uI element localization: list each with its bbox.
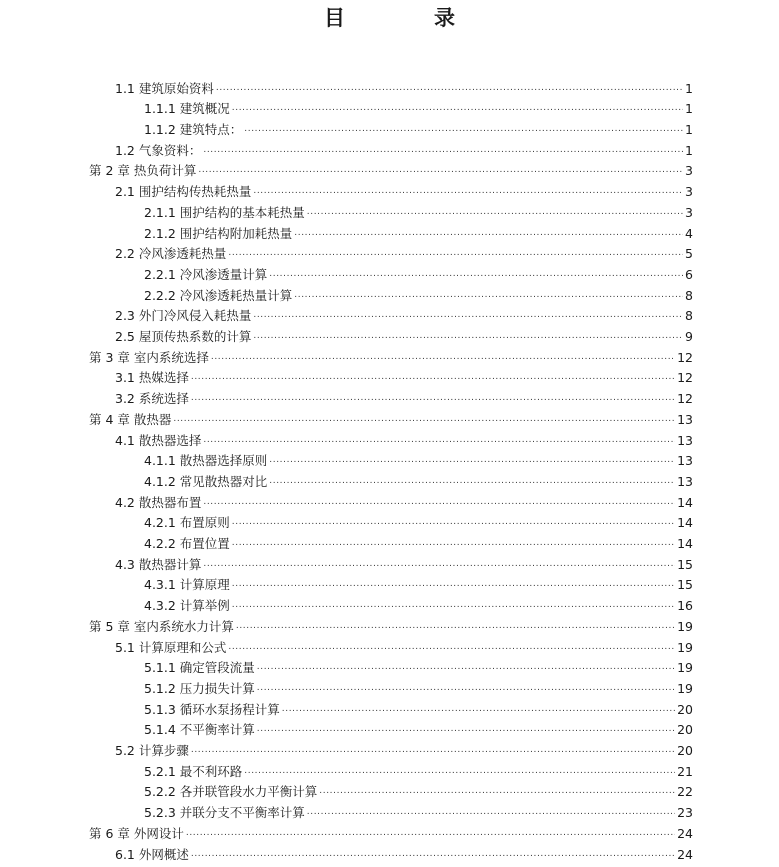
toc-entry-page-number: 14 [677, 536, 693, 552]
dot-leader [173, 413, 675, 425]
toc-entry-label: 第 3 章 室内系统选择 [89, 349, 209, 365]
dot-leader [294, 289, 683, 301]
toc-entry-label: 4.1.2 常见散热器对比 [144, 473, 268, 489]
toc-entry-label: 3.1 热媒选择 [115, 370, 189, 386]
toc-entry-page-number: 12 [677, 391, 693, 407]
toc-entry-page-number: 1 [685, 80, 693, 96]
toc-entry[interactable] [144, 696, 693, 717]
toc-entry[interactable] [115, 365, 693, 386]
toc-entry-page-number: 21 [677, 763, 693, 779]
toc-entry-page-number: 3 [685, 204, 693, 220]
toc-entry[interactable] [144, 116, 693, 137]
dot-leader [232, 599, 675, 611]
toc-entry[interactable] [115, 489, 693, 510]
toc-entry-label: 5.2.2 各并联管段水力平衡计算 [144, 784, 318, 800]
toc-entry[interactable] [144, 717, 693, 738]
toc-entry-label: 2.1.2 围护结构附加耗热量 [144, 225, 293, 241]
toc-entry-page-number: 1 [685, 142, 693, 158]
toc-entry[interactable] [115, 179, 693, 200]
toc-entry[interactable] [144, 675, 693, 696]
toc-entry-label: 5.2.3 并联分支不平衡率计算 [144, 805, 305, 821]
toc-entry[interactable] [89, 613, 693, 634]
toc-entry-label: 1.1 建筑原始资料 [115, 80, 214, 96]
toc-entry[interactable] [115, 323, 693, 344]
toc-entry[interactable] [115, 841, 693, 862]
dot-leader [228, 247, 683, 259]
dot-leader [244, 123, 683, 135]
toc-entry[interactable] [144, 530, 693, 551]
dot-leader [232, 537, 675, 549]
dot-leader [203, 558, 675, 570]
toc-entry-page-number: 4 [685, 225, 693, 241]
dot-leader [191, 744, 675, 756]
toc-entry-label: 5.1.4 不平衡率计算 [144, 722, 255, 738]
dot-leader [228, 641, 675, 653]
toc-entry[interactable] [144, 593, 693, 614]
toc-entry-label: 5.1 计算原理和公式 [115, 639, 227, 655]
dot-leader [244, 765, 675, 777]
toc-entry-page-number: 24 [677, 825, 693, 841]
toc-entry-label: 第 5 章 室内系统水力计算 [89, 618, 234, 634]
toc-entry-page-number: 8 [685, 287, 693, 303]
toc-entry-page-number: 23 [677, 805, 693, 821]
toc-entry[interactable] [89, 406, 693, 427]
toc-entry-label: 4.3 散热器计算 [115, 556, 202, 572]
dot-leader [191, 848, 675, 860]
toc-entry-label: 5.1.3 循环水泵扬程计算 [144, 701, 280, 717]
toc-entry-label: 第 4 章 散热器 [89, 411, 172, 427]
dot-leader [203, 496, 675, 508]
dot-leader [203, 434, 675, 446]
toc-entry-label: 3.2 系统选择 [115, 391, 189, 407]
toc-entry-page-number: 20 [677, 722, 693, 738]
dot-leader [269, 268, 683, 280]
dot-leader [191, 371, 675, 383]
toc-entry[interactable] [115, 241, 693, 262]
toc-entry-page-number: 22 [677, 784, 693, 800]
dot-leader [307, 206, 683, 218]
dot-leader [203, 144, 683, 156]
toc-entry[interactable] [144, 261, 693, 282]
toc-entry[interactable] [115, 75, 693, 96]
dot-leader [253, 330, 683, 342]
dot-leader [269, 475, 675, 487]
toc-entry-page-number: 24 [677, 846, 693, 862]
toc-entry-page-number: 13 [677, 453, 693, 469]
toc-entry-label: 4.1 散热器选择 [115, 432, 202, 448]
dot-leader [211, 351, 675, 363]
toc-entry-page-number: 1 [685, 122, 693, 138]
toc-entry[interactable] [115, 551, 693, 572]
toc-entry-label: 2.2.1 冷风渗透量计算 [144, 266, 268, 282]
toc-entry[interactable] [144, 96, 693, 117]
toc-entry[interactable] [115, 634, 693, 655]
toc-entry-label: 4.3.2 计算举例 [144, 598, 230, 614]
dot-leader [186, 827, 675, 839]
toc-entry-label: 第 6 章 外网设计 [89, 825, 184, 841]
dot-leader [232, 516, 675, 528]
toc-entry-label: 4.1.1 散热器选择原则 [144, 453, 268, 469]
toc-entry-page-number: 3 [685, 184, 693, 200]
toc-entry-page-number: 12 [677, 349, 693, 365]
toc-entry-page-number: 15 [677, 556, 693, 572]
dot-leader [216, 82, 683, 94]
toc-entry-label: 4.2.1 布置原则 [144, 515, 230, 531]
toc-entry[interactable] [89, 158, 693, 179]
dot-leader [236, 620, 675, 632]
toc-entry-page-number: 13 [677, 432, 693, 448]
dot-leader [307, 806, 675, 818]
toc-entry-page-number: 19 [677, 660, 693, 676]
dot-leader [191, 392, 675, 404]
toc-entry-label: 2.1.1 围护结构的基本耗热量 [144, 204, 305, 220]
toc-entry-page-number: 3 [685, 163, 693, 179]
toc-entry[interactable] [144, 468, 693, 489]
toc-entry-label: 2.3 外门冷风侵入耗热量 [115, 308, 252, 324]
toc-entry-page-number: 1 [685, 101, 693, 117]
toc-entry-page-number: 20 [677, 743, 693, 759]
dot-leader [257, 661, 675, 673]
toc-entry-label: 2.5 屋顶传热系数的计算 [115, 329, 252, 345]
toc-entry[interactable] [115, 737, 693, 758]
toc-entry-label: 5.2 计算步骤 [115, 743, 189, 759]
toc-entry[interactable] [144, 199, 693, 220]
toc-entry-page-number: 20 [677, 701, 693, 717]
dot-leader [294, 227, 683, 239]
toc-entry[interactable] [115, 427, 693, 448]
toc-entry-label: 2.2 冷风渗透耗热量 [115, 246, 227, 262]
toc-entry-page-number: 12 [677, 370, 693, 386]
toc-entry-label: 6.1 外网概述 [115, 846, 189, 862]
toc-entry-label: 5.2.1 最不利环路 [144, 763, 243, 779]
toc-entry-label: 4.3.1 计算原理 [144, 577, 230, 593]
toc-entry[interactable] [144, 510, 693, 531]
dot-leader [269, 454, 675, 466]
toc-entry[interactable] [144, 779, 693, 800]
toc-entry-page-number: 6 [685, 266, 693, 282]
toc-entry-page-number: 19 [677, 618, 693, 634]
dot-leader [253, 309, 683, 321]
dot-leader [232, 578, 675, 590]
toc-entry-page-number: 13 [677, 411, 693, 427]
toc-entry-page-number: 19 [677, 680, 693, 696]
toc-entry[interactable] [115, 303, 693, 324]
toc-entry[interactable] [89, 820, 693, 841]
toc-entry[interactable] [115, 386, 693, 407]
toc-entry-page-number: 14 [677, 494, 693, 510]
toc-entry-label: 2.2.2 冷风渗透耗热量计算 [144, 287, 293, 303]
toc-entry[interactable] [144, 655, 693, 676]
toc-entry-label: 1.2 气象资料： [115, 142, 202, 158]
toc-entry[interactable] [144, 758, 693, 779]
toc-entry-page-number: 15 [677, 577, 693, 593]
dot-leader [319, 785, 675, 797]
toc-entry-label: 5.1.2 压力损失计算 [144, 680, 255, 696]
toc-entry-label: 2.1 围护结构传热耗热量 [115, 184, 252, 200]
toc-entry[interactable] [144, 220, 693, 241]
toc-entry[interactable] [144, 448, 693, 469]
toc-entry-page-number: 9 [685, 329, 693, 345]
toc-entry-page-number: 13 [677, 473, 693, 489]
toc-entry-page-number: 14 [677, 515, 693, 531]
toc-entry[interactable] [115, 137, 693, 158]
page-title: 目 录 [324, 6, 489, 30]
toc-entry-label: 1.1.2 建筑特点： [144, 122, 243, 138]
dot-leader [257, 723, 675, 735]
toc-entry[interactable] [89, 344, 693, 365]
toc-entry-page-number: 19 [677, 639, 693, 655]
toc-entry-page-number: 16 [677, 598, 693, 614]
toc-entry-page-number: 5 [685, 246, 693, 262]
toc-entry-label: 4.2.2 布置位置 [144, 536, 230, 552]
toc-entry-page-number: 8 [685, 308, 693, 324]
toc-entry-label: 4.2 散热器布置 [115, 494, 202, 510]
dot-leader [282, 703, 675, 715]
toc-entry-label: 第 2 章 热负荷计算 [89, 163, 197, 179]
toc-entry[interactable] [144, 282, 693, 303]
dot-leader [232, 102, 683, 114]
toc-entry[interactable] [144, 800, 693, 821]
toc-entry-label: 5.1.1 确定管段流量 [144, 660, 255, 676]
dot-leader [257, 682, 675, 694]
toc-entry-label: 1.1.1 建筑概况 [144, 101, 230, 117]
dot-leader [198, 164, 683, 176]
dot-leader [253, 185, 683, 197]
toc-entry[interactable] [144, 572, 693, 593]
